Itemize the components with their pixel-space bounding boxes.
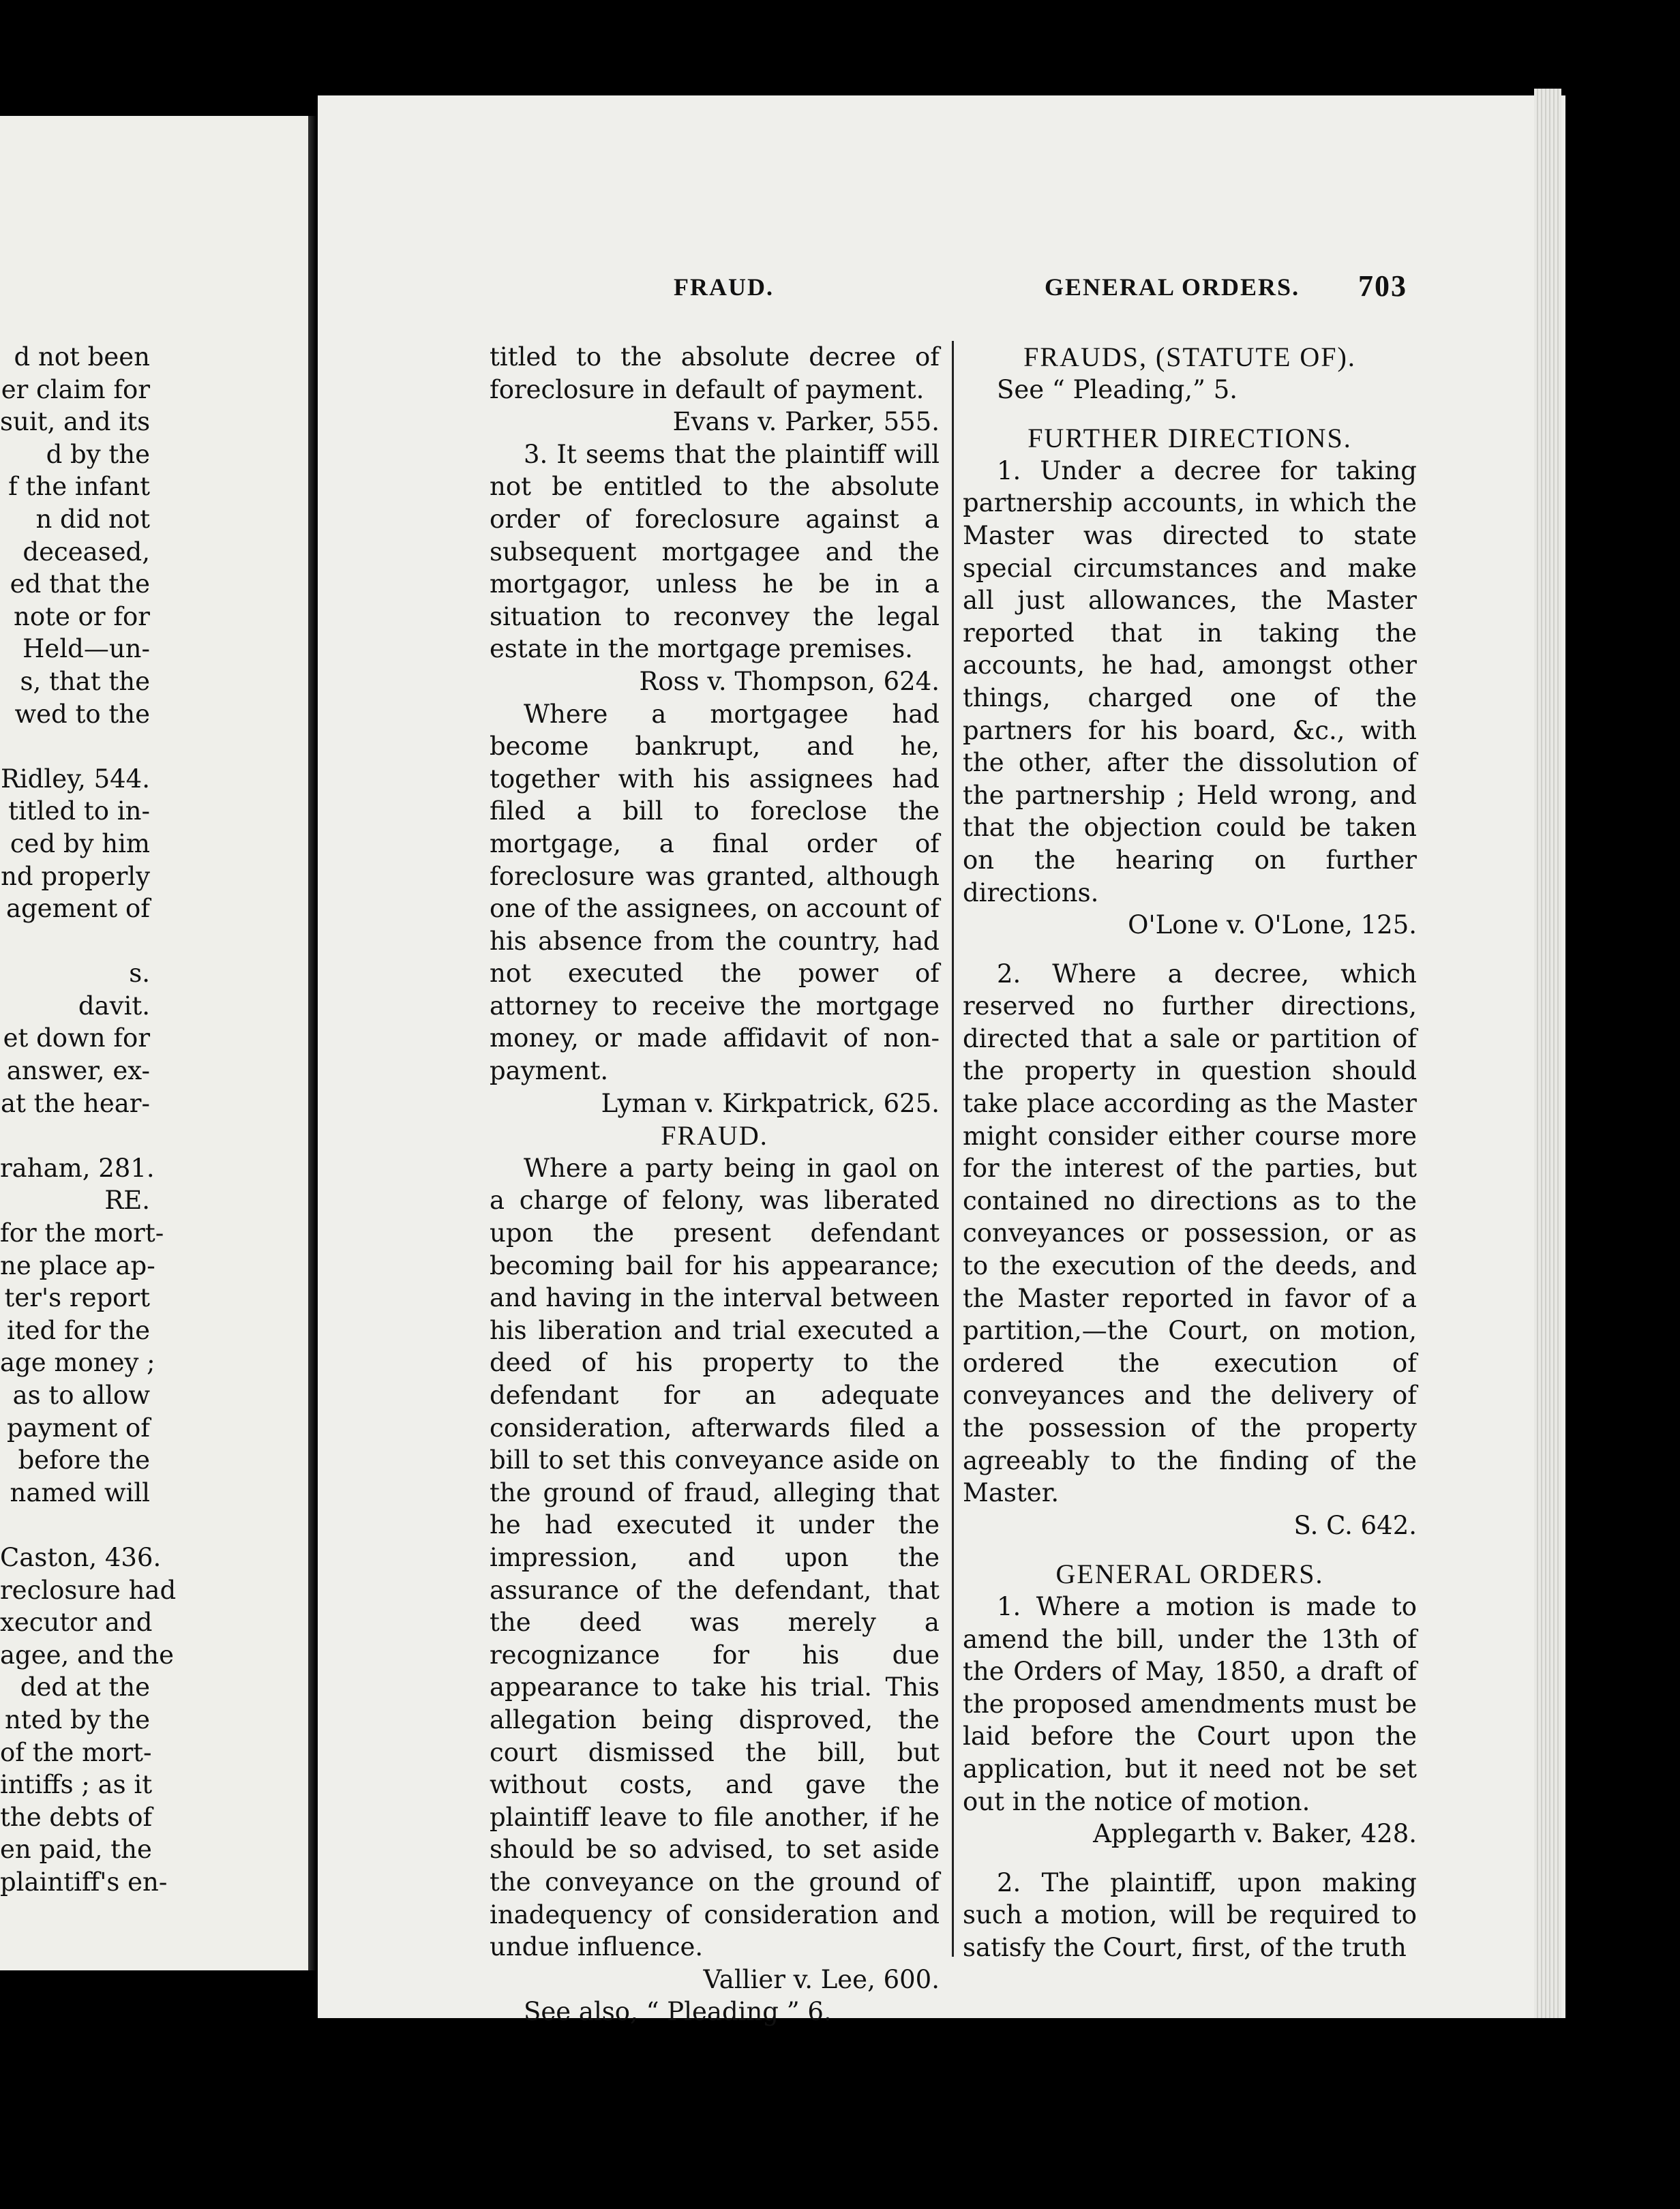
- page-edges: [1534, 89, 1561, 2018]
- section-heading: FRAUDS, (STATUTE OF).: [1023, 342, 1356, 372]
- case-citation: Lyman v. Kirkpatrick, 625.: [601, 1088, 940, 1118]
- paragraph: 3. It seems that the plaintiff will not be entitled to the absolute order of foreclosure against a subsequent mortgagee and the mortgagor, unless he be in a situation to reconvey the legal estate in the mortgage premises.: [490, 439, 940, 664]
- paragraph: 2. The plaintiff, upon making such a motion, will be required to satisfy the Court, first, of the truth: [963, 1867, 1417, 1962]
- case-citation: Applegarth v. Baker, 428.: [1093, 1819, 1417, 1849]
- left-page-text: d not been er claim for suit, and its d by the f the infant n did not deceased, ed that the note or for Held—un- s, that the wed to the Ridley, 544. titled to in- ced by him nd properly agement of s. davit. et down for answer, ex- at the hear- raham, 281. RE. for the mort- ne place ap- ter's report ited for the age money ; as to allow payment of before the named will Caston, 436. reclosure had xecutor and agee, and the ded at the nted by the of the mort- intiffs ; as it the debts of en paid, the plaintiff's en-: [0, 342, 177, 1897]
- paragraph: 1. Under a decree for taking partnership accounts, in which the Master was directed to state special circumstances and make all just allowances, the Master reported that in taking the accounts, he had, amongst other things, charged one of the partners for his board, &c., with the other, after the dissolution of the partnership ; Held wrong, and that the objection could be taken on the hearing on further directions.: [963, 455, 1417, 907]
- cross-reference: See also, “ Pleading ” 6.: [524, 1997, 832, 2027]
- case-citation: Vallier v. Lee, 600.: [703, 1964, 940, 1994]
- case-citation: Evans v. Parker, 555.: [672, 407, 940, 437]
- case-citation: Ross v. Thompson, 624.: [639, 666, 940, 696]
- section-heading: FRAUD.: [661, 1120, 768, 1152]
- section-heading: GENERAL ORDERS.: [1055, 1559, 1324, 1590]
- running-head-right: GENERAL ORDERS.: [1045, 273, 1300, 301]
- section-heading: FURTHER DIRECTIONS.: [1028, 423, 1352, 454]
- paragraph: 2. Where a decree, which reserved no further directions, directed that a sale or partition of the property in question should take place according as the Master might consider either course more for the interest of the parties, but contained no directions as to the conveyances or possession, or as to the execution of the deeds, and the Master reported in favor of a partition,—the Court, on motion, ordered the execution of conveyances and the delivery of the possession of the property agreeably to the finding of the Master.: [963, 959, 1417, 1508]
- paragraph: Where a mortgagee had become bankrupt, and he, together with his assignees had filed a bill to foreclose the mortgage, a final order of foreclosure was granted, although one of the assignees, on account of his absence from the country, had not executed the power of attorney to receive the mortgage money, or made affidavit of non-payment.: [490, 699, 940, 1086]
- left-page: [0, 116, 308, 1970]
- paragraph: Where a party being in gaol on a charge of felony, was liberated upon the present defendant becoming bail for his appearance; and having in the interval between his liberation and trial executed a deed of his property to the defendant for an adequate consideration, afterwards filed a bill to set this conveyance aside on the ground of fraud, alleging that he had executed it under the impression, and upon the assurance of the defendant, that the deed was merely a recognizance for his due appearance to take his trial. This allegation being disproved, the court dismissed the bill, but without costs, and gave the plaintiff leave to file another, if he should be so advised, to set aside the conveyance on the ground of inadequency of consideration and undue influence.: [490, 1153, 940, 1962]
- paragraph: 1. Where a motion is made to amend the bill, under the 13th of the Orders of May, 1850, a draft of the proposed amendments must be laid before the Court upon the application, but it need not be set out in the notice of motion.: [963, 1591, 1417, 1816]
- paragraph: titled to the absolute decree of foreclosure in default of payment.: [490, 342, 940, 404]
- case-citation: S. C. 642.: [1293, 1510, 1417, 1540]
- column-rule: [952, 341, 954, 1957]
- cross-reference: See “ Pleading,” 5.: [997, 374, 1238, 404]
- page-number: 703: [1358, 269, 1407, 303]
- case-citation: O'Lone v. O'Lone, 125.: [1128, 910, 1417, 940]
- column-right: [963, 341, 1417, 1964]
- column-left: [490, 341, 940, 2028]
- running-head-left: FRAUD.: [674, 273, 774, 301]
- book-spine: [308, 116, 316, 1970]
